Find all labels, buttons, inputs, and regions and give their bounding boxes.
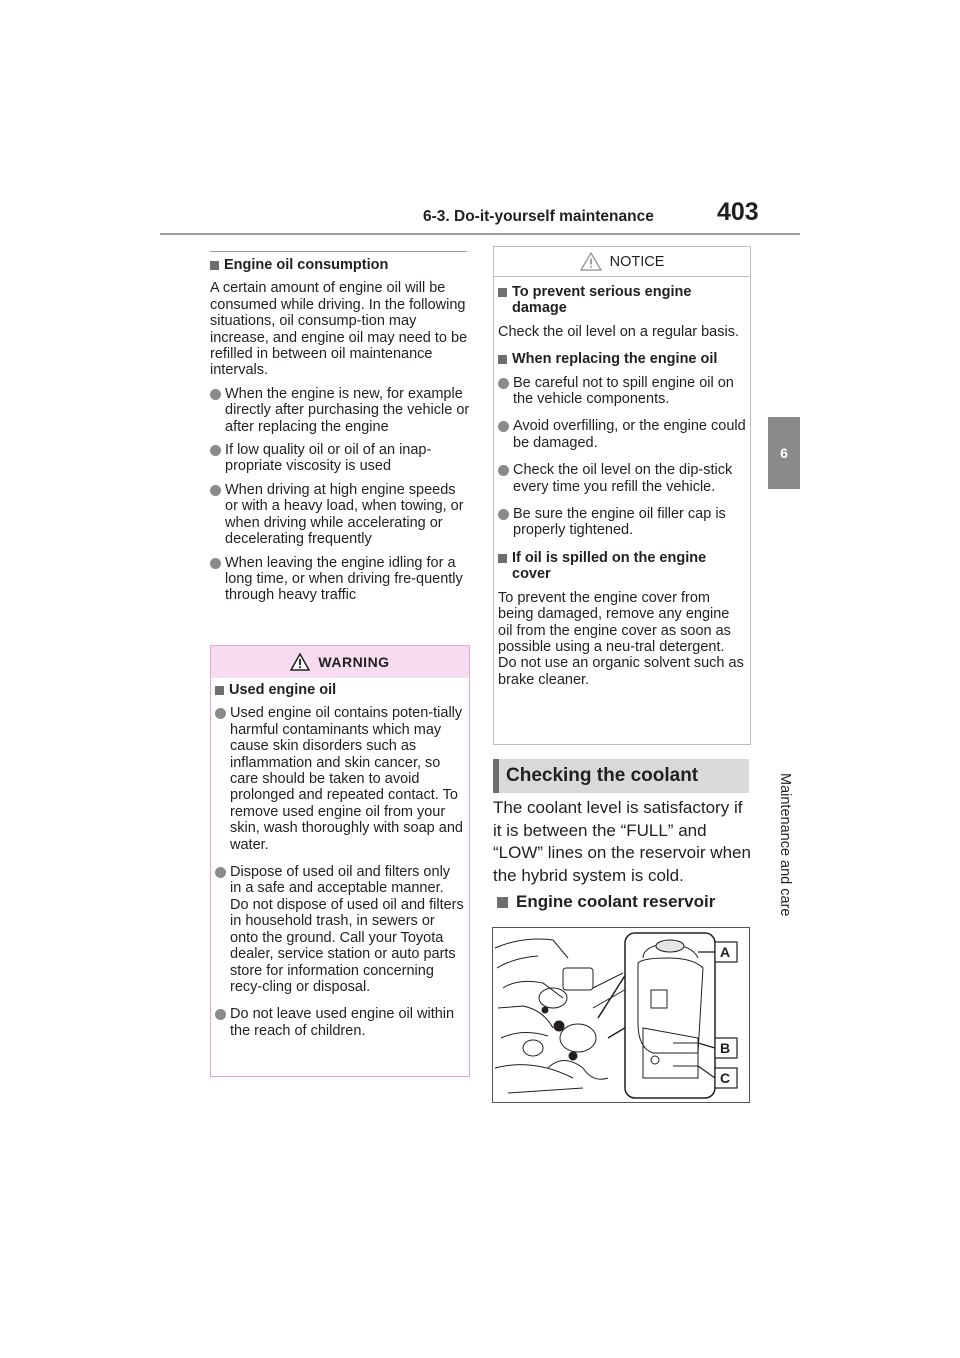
bullet-dot-icon [498,421,509,432]
notice-paragraph: Check the oil level on a regular basis. [498,323,739,340]
warning-triangle-icon [290,653,310,671]
bullet-dot-icon [498,378,509,389]
label-c: C [720,1070,731,1086]
page-number: 403 [717,198,759,226]
list-item: When leaving the engine idling for a long time, or when driving fre-quently through heavy traffic [210,555,470,604]
left-column [210,251,470,604]
notice-heading: To prevent serious engine damage [498,284,746,317]
list-item: When driving at high engine speeds or with a heavy load, when towing, or when driving while accelerating or decelerating frequently [210,482,470,548]
section-title: 6-3. Do-it-yourself maintenance [423,208,654,225]
chapter-label: Maintenance and care [777,773,793,917]
list-item: Be careful not to spill engine oil on the vehicle components. [498,375,746,408]
coolant-paragraph: The coolant level is satisfactory if it is between the “FULL” and “LOW” lines on the reservoir when the hybrid system is cold. [493,798,751,885]
list-item: If low quality oil or oil of an inap-propriate viscosity is used [210,442,470,475]
bullet-dot-icon [215,708,226,719]
notice-paragraph: To prevent the engine cover from being damaged, remove any engine oil from the engine cover as soon as possible using a neu-tral detergent. Do not use an organic solvent such as brake cleaner. [498,589,744,688]
notice-box [493,246,751,745]
coolant-section-title: Checking the coolant [493,759,749,793]
bullet-dot-icon [215,867,226,878]
section-rule [210,251,467,252]
coolant-reservoir-illustration [492,927,750,1103]
square-bullet-icon [210,261,219,270]
notice-heading: When replacing the engine oil [498,351,746,367]
list-item: Avoid overfilling, or the engine could be damaged. [498,418,746,451]
bullet-dot-icon [210,389,221,400]
bullet-dot-icon [210,558,221,569]
label-b: B [720,1040,731,1056]
header-rule [160,233,800,235]
chapter-tab: 6 [768,417,800,489]
list-item: Do not leave used engine oil within the reach of children. [215,1006,465,1039]
warning-heading: Used engine oil [215,682,465,698]
bullet-dot-icon [498,509,509,520]
square-bullet-icon [498,355,507,364]
title-bar [493,759,499,793]
bullet-dot-icon [498,465,509,476]
square-bullet-icon [215,686,224,695]
list-item: Used engine oil contains poten-tially harmful contaminants which may cause skin disorders such as inflammation and skin cancer, so care should be taken to avoid prolonged and repeated contact. To remove used engine oil from your skin, wash thoroughly with soap and water. [215,705,465,853]
warning-header: WARNING [211,646,469,678]
bullet-dot-icon [210,445,221,456]
warning-box [210,645,470,1077]
notice-heading: If oil is spilled on the engine cover [498,550,746,583]
list-item: Check the oil level on the dip-stick every time you refill the vehicle. [498,462,746,495]
intro-paragraph: A certain amount of engine oil will be consumed while driving. In the following situations, oil consump-tion may increase, and engine oil may need to be refilled in between oil maintenance intervals. [210,280,468,379]
list-item: When the engine is new, for example directly after purchasing the vehicle or after replacing the engine [210,386,470,435]
bullet-dot-icon [210,485,221,496]
caution-triangle-icon [580,252,602,271]
list-item: Dispose of used oil and filters only in a safe and acceptable manner. Do not dispose of used oil and filters in household trash, in sewers or onto the ground. Call your Toyota dealer, service station or auto parts store for information concerning recy-cling or disposal. [215,864,465,995]
subsection-heading: Engine oil consumption [210,257,470,273]
list-item: Be sure the engine oil filler cap is properly tightened. [498,506,746,539]
engine-bay-drawing [493,928,749,1102]
square-bullet-icon [498,554,507,563]
square-bullet-icon [498,288,507,297]
square-bullet-icon [497,897,508,908]
coolant-subheading: Engine coolant reservoir [493,892,715,912]
label-a: A [720,944,731,960]
bullet-dot-icon [215,1009,226,1020]
notice-header: NOTICE [494,247,750,277]
